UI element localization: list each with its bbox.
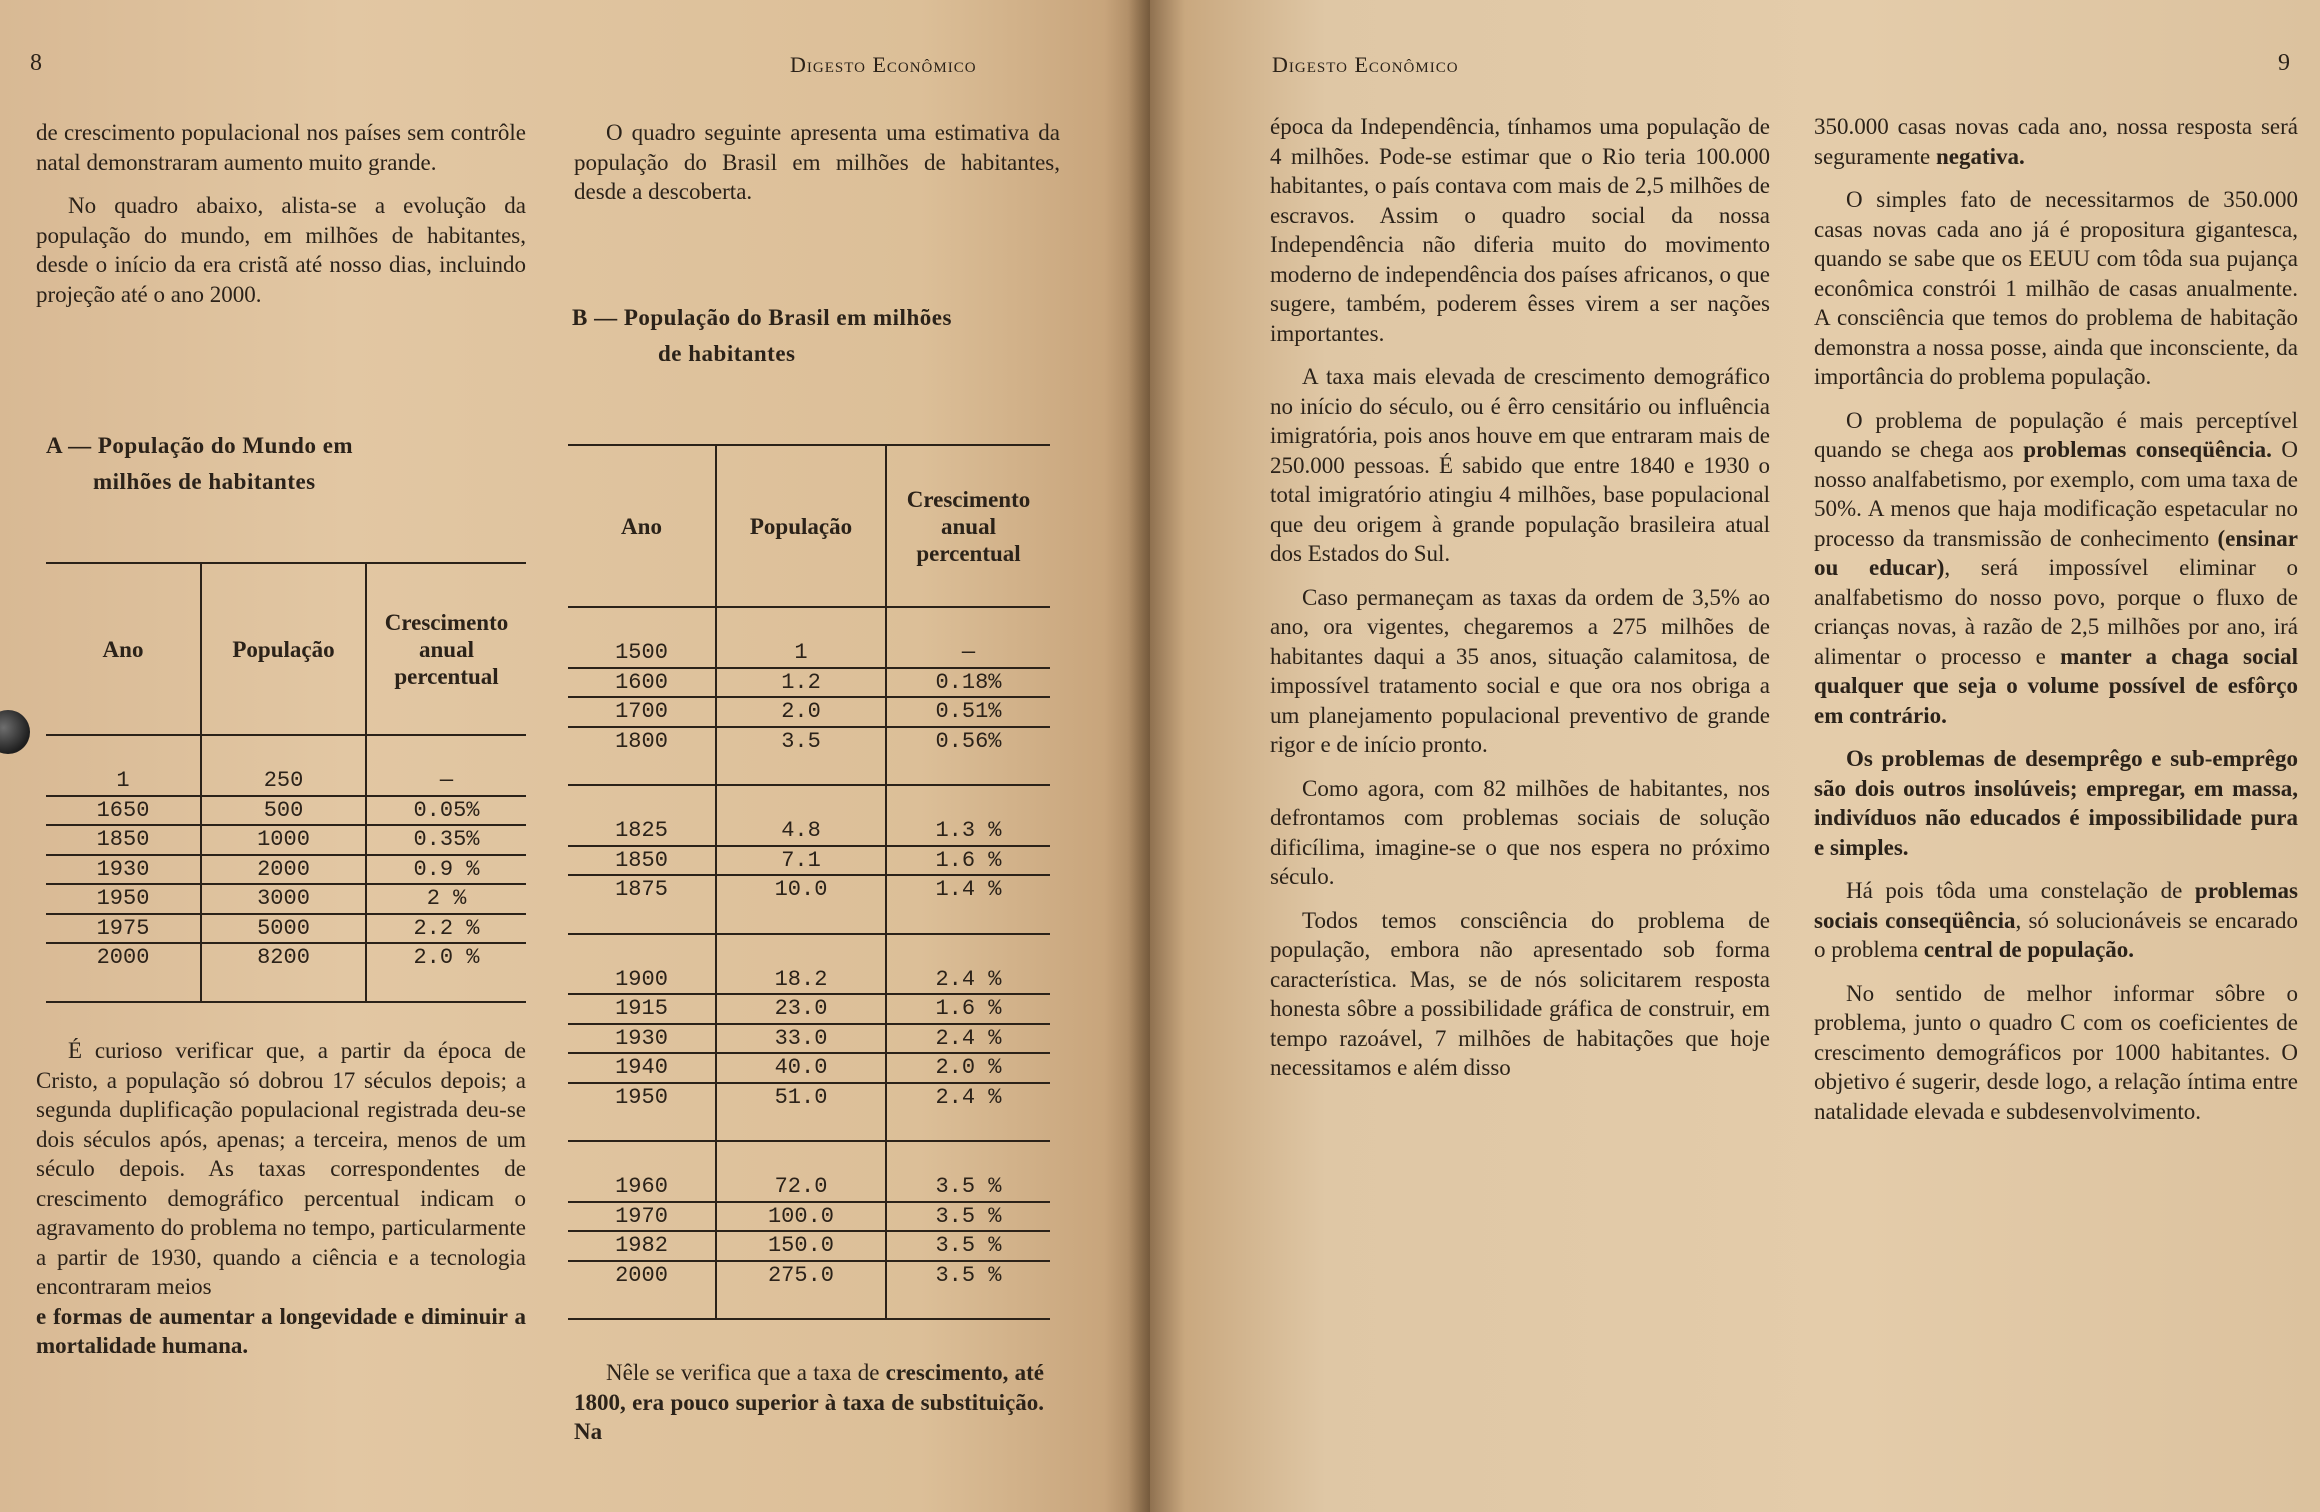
paragraph: Caso permaneçam as taxas da ordem de 3,5% ao ano, ora vigentes, chegaremos a 275 milhões de habitantes daqui a 35 anos, situação calamitosa, de impossível tratamento social e que ora nos obriga a um planejamento populacional preventivo de grande rigor e de início pronto. bbox=[1270, 584, 1770, 757]
table-row bbox=[568, 1261, 1050, 1320]
column-header: Ano bbox=[46, 563, 201, 735]
table-row bbox=[568, 697, 1050, 727]
table-row bbox=[46, 914, 526, 944]
population-cell: 150.0 bbox=[716, 1231, 886, 1261]
paragraph: No quadro abaixo, alista-se a evolução da população do mundo, em milhões de habitantes, desde o início da era cristã até nosso dias, incluindo projeção até o ano 2000. bbox=[36, 193, 526, 307]
caption-line: A — População do Mundo em bbox=[46, 433, 354, 458]
caption-line: de habitantes bbox=[658, 341, 796, 366]
growth-rate-cell: 3.5 % bbox=[886, 1141, 1050, 1202]
growth-rate-cell: 0.18% bbox=[886, 668, 1050, 698]
paragraph bbox=[1814, 876, 2298, 965]
growth-rate-cell: 3.5 % bbox=[886, 1202, 1050, 1232]
caption-line: milhões de habitantes bbox=[93, 469, 316, 494]
growth-rate-cell: 3.5 % bbox=[886, 1231, 1050, 1261]
paragraph: A taxa mais elevada de crescimento demográfico no início do século, ou é êrro censitário ou influência imigratória, pois anos houve em que entraram mais de 250.000 pessoas. É sabido que entre 1840 e 1930 o total imigratório atingiu 4 milhões, base populacional que deu origem à grande população brasileira atual dos Estados do Sul. bbox=[1270, 364, 1770, 566]
text-run: Há pois tôda uma constelação de bbox=[1846, 878, 2195, 903]
paragraph-bold: Os problemas de desemprêgo e sub-emprêgo são dois outros insolúveis; empregar, em massa, indivíduos não educados é impossibilidade pura e simples. bbox=[1814, 746, 2298, 860]
table-row bbox=[568, 785, 1050, 846]
year-cell: 1800 bbox=[568, 727, 716, 786]
population-cell: 10.0 bbox=[716, 875, 886, 934]
growth-rate-cell: 2.0 % bbox=[886, 1053, 1050, 1083]
growth-rate-cell: — bbox=[886, 607, 1050, 668]
population-cell: 5000 bbox=[201, 914, 366, 944]
text-run-bold: negativa. bbox=[1935, 143, 2025, 169]
text-run-bold: crescimento, até 1800, era pouco superior à taxa de substituição. bbox=[574, 1360, 1044, 1415]
growth-rate-cell: 2.2 % bbox=[366, 914, 526, 944]
year-cell: 1975 bbox=[46, 914, 201, 944]
paragraph: O quadro seguinte apresenta uma estimativa da população do Brasil em milhões de habitantes, desde a descoberta. bbox=[574, 120, 1060, 204]
growth-rate-cell: 1.3 % bbox=[886, 785, 1050, 846]
running-head: Digesto Econômico bbox=[1272, 52, 1459, 77]
growth-rate-cell: 0.35% bbox=[366, 825, 526, 855]
growth-rate-cell: 2.4 % bbox=[886, 1024, 1050, 1054]
table-row bbox=[46, 735, 526, 796]
text-run-bold: problemas conseqüência. bbox=[2023, 437, 2272, 462]
page-number: 9 bbox=[2278, 50, 2290, 76]
year-cell: 1875 bbox=[568, 875, 716, 934]
paragraph: No sentido de melhor informar sôbre o problema, junto o quadro C com os coeficientes de crescimento demográficos por 1000 habitantes. O objetivo é sugerir, desde logo, a relação íntima entre natalidade elevada e subdesenvolvimento. bbox=[1814, 980, 2298, 1124]
growth-rate-cell: 0.51% bbox=[886, 697, 1050, 727]
growth-rate-cell: 0.56% bbox=[886, 727, 1050, 786]
paragraph bbox=[1814, 406, 2298, 731]
text-run-bold: (ensinar ou educar) bbox=[1814, 525, 2298, 580]
year-cell: 1950 bbox=[568, 1083, 716, 1142]
population-cell: 250 bbox=[201, 735, 366, 796]
column-header: Crescimento anual percentual bbox=[886, 445, 1050, 607]
table-row bbox=[568, 934, 1050, 995]
population-cell: 2.0 bbox=[716, 697, 886, 727]
text-run-bold: manter a chaga social qualquer que seja o volume possível de esfôrço em contrário. bbox=[1814, 643, 2298, 728]
population-cell: 100.0 bbox=[716, 1202, 886, 1232]
table-row bbox=[568, 727, 1050, 786]
population-cell: 1000 bbox=[201, 825, 366, 855]
year-cell: 1940 bbox=[568, 1053, 716, 1083]
growth-rate-cell: 0.05% bbox=[366, 796, 526, 826]
paragraph bbox=[1814, 112, 2298, 171]
year-cell: 1850 bbox=[568, 846, 716, 876]
text-run: , será impossível eliminar o analfabetismo do nosso povo, porque o fluxo de crianças novas, à razão de 2,5 milhões por ano, irá alimentar o processo e bbox=[1814, 555, 2298, 669]
paragraph: de crescimento populacional nos países sem contrôle natal demonstraram aumento muito grande. bbox=[36, 120, 526, 175]
year-cell: 1930 bbox=[46, 855, 201, 885]
text-run: O problema de população é mais perceptível quando se chega aos bbox=[1814, 407, 2298, 462]
year-cell: 1825 bbox=[568, 785, 716, 846]
text-run: 350.000 casas novas cada ano, nossa resposta será seguramente bbox=[1814, 114, 2298, 169]
text-run-bold: central de população. bbox=[1923, 937, 2135, 962]
population-cell: 33.0 bbox=[716, 1024, 886, 1054]
year-cell: 1930 bbox=[568, 1024, 716, 1054]
column-header: Ano bbox=[568, 445, 716, 607]
text-run: Nêle se verifica que a taxa de bbox=[606, 1360, 886, 1385]
table-b bbox=[568, 444, 1050, 1320]
year-cell: 1915 bbox=[568, 994, 716, 1024]
page-number: 8 bbox=[30, 50, 42, 76]
year-cell: 1960 bbox=[568, 1141, 716, 1202]
table-a bbox=[46, 562, 526, 1003]
year-cell: 1600 bbox=[568, 668, 716, 698]
growth-rate-cell: 3.5 % bbox=[886, 1261, 1050, 1320]
left-page bbox=[0, 0, 1150, 1512]
left-col2-bottom bbox=[574, 1358, 1044, 1461]
column-header: Crescimento anual percentual bbox=[366, 563, 526, 735]
table-row bbox=[568, 1231, 1050, 1261]
year-cell: 1 bbox=[46, 735, 201, 796]
paragraph bbox=[574, 1358, 1044, 1447]
column-header: População bbox=[201, 563, 366, 735]
year-cell: 1970 bbox=[568, 1202, 716, 1232]
text-run: O nosso analfabetismo, por exemplo, com uma taxa de 50%. A menos que haja modificação espetacular no processo da transmissão de conhecimento bbox=[1814, 437, 2298, 551]
population-cell: 500 bbox=[201, 796, 366, 826]
year-cell: 1950 bbox=[46, 884, 201, 914]
table-row bbox=[46, 855, 526, 885]
year-cell: 1982 bbox=[568, 1231, 716, 1261]
paragraph: Como agora, com 82 milhões de habitantes, nos defrontamos com problemas sociais de solução dificílima, imagine-se o que nos espera no próximo século. bbox=[1270, 775, 1770, 889]
year-cell: 1850 bbox=[46, 825, 201, 855]
table-row bbox=[46, 943, 526, 1002]
text-run: , só solucionáveis se encarado o problema bbox=[1814, 907, 2298, 962]
population-cell: 40.0 bbox=[716, 1053, 886, 1083]
column-header: População bbox=[716, 445, 886, 607]
year-cell: 1500 bbox=[568, 607, 716, 668]
table-row bbox=[46, 884, 526, 914]
table-row bbox=[46, 796, 526, 826]
paragraph: época da Independência, tínhamos uma população de 4 milhões. Pode-se estimar que o Rio teria 100.000 habitantes, o país contava com mais de 2,5 milhões de escravos. Assim o quadro social da nossa Independência não diferia muito do movimento moderno de independência dos países africanos, o que sugere, também, poderem êsses virem a ser nações importantes. bbox=[1270, 114, 1770, 346]
growth-rate-cell: 0.9 % bbox=[366, 855, 526, 885]
table-row bbox=[568, 1083, 1050, 1142]
text-run-bold: problemas sociais conseqüência bbox=[1814, 878, 2298, 933]
population-cell: 275.0 bbox=[716, 1261, 886, 1320]
left-col2-top bbox=[574, 118, 1060, 221]
table-row bbox=[568, 1141, 1050, 1202]
table-row bbox=[568, 1024, 1050, 1054]
year-cell: 1900 bbox=[568, 934, 716, 995]
table-a-caption bbox=[46, 428, 526, 500]
growth-rate-cell: 1.4 % bbox=[886, 875, 1050, 934]
table-b-caption bbox=[572, 300, 1072, 372]
table-row bbox=[46, 825, 526, 855]
population-cell: 1 bbox=[716, 607, 886, 668]
binder-ring-icon bbox=[0, 710, 30, 754]
year-cell: 1700 bbox=[568, 697, 716, 727]
population-cell: 3.5 bbox=[716, 727, 886, 786]
table-row bbox=[568, 875, 1050, 934]
left-col1-top bbox=[36, 118, 526, 323]
table-row bbox=[568, 1053, 1050, 1083]
table-row bbox=[568, 846, 1050, 876]
population-cell: 8200 bbox=[201, 943, 366, 1002]
growth-rate-cell: — bbox=[366, 735, 526, 796]
right-col1 bbox=[1270, 112, 1770, 1097]
table-row bbox=[568, 607, 1050, 668]
table-row bbox=[568, 1202, 1050, 1232]
population-cell: 7.1 bbox=[716, 846, 886, 876]
right-page bbox=[1150, 0, 2320, 1512]
population-cell: 4.8 bbox=[716, 785, 886, 846]
population-cell: 51.0 bbox=[716, 1083, 886, 1142]
paragraph: O simples fato de necessitarmos de 350.000 casas novas cada ano já é propositura gigantesca, quando se sabe que os EEUU com tôda sua pujança econômica constrói 1 milhão de casas anualmente. A consciência que temos do problema de habitação demonstra a nossa posse, ainda que inconsciente, da importância do problema população. bbox=[1814, 187, 2298, 389]
paragraph-bold: e formas de aumentar a longevidade e diminuir a mortalidade humana. bbox=[36, 1303, 526, 1358]
growth-rate-cell: 2.0 % bbox=[366, 943, 526, 1002]
growth-rate-cell: 1.6 % bbox=[886, 846, 1050, 876]
table-row bbox=[568, 994, 1050, 1024]
right-col2 bbox=[1814, 112, 2298, 1140]
growth-rate-cell: 2.4 % bbox=[886, 1083, 1050, 1142]
year-cell: 2000 bbox=[46, 943, 201, 1002]
population-cell: 1.2 bbox=[716, 668, 886, 698]
year-cell: 2000 bbox=[568, 1261, 716, 1320]
caption-line: B — População do Brasil em milhões bbox=[572, 305, 952, 330]
population-cell: 3000 bbox=[201, 884, 366, 914]
paragraph: Todos temos consciência do problema de população, embora não apresentado sob forma característica. Mas, se de nós solicitarem resposta honesta sôbre a possibilidade gráfica de construir, em tempo razoável, 7 milhões de habitações que hoje necessitamos e além disso bbox=[1270, 907, 1770, 1080]
population-cell: 72.0 bbox=[716, 1141, 886, 1202]
growth-rate-cell: 2 % bbox=[366, 884, 526, 914]
population-cell: 23.0 bbox=[716, 994, 886, 1024]
population-cell: 18.2 bbox=[716, 934, 886, 995]
text-run: Na bbox=[574, 1419, 603, 1444]
table-row bbox=[568, 668, 1050, 698]
left-col1-bottom bbox=[36, 1036, 526, 1375]
population-cell: 2000 bbox=[201, 855, 366, 885]
growth-rate-cell: 1.6 % bbox=[886, 994, 1050, 1024]
year-cell: 1650 bbox=[46, 796, 201, 826]
paragraph: É curioso verificar que, a partir da época de Cristo, a população só dobrou 17 séculos depois; a segunda duplificação populacional registrada deu-se dois séculos após, apenas; a terceira, menos de um século depois. As taxas correspondentes de crescimento demográfico percentual indicam o agravamento do problema no tempo, particularmente a partir de 1930, quando a ciência e a tecnologia encontraram meios bbox=[36, 1038, 526, 1299]
growth-rate-cell: 2.4 % bbox=[886, 934, 1050, 995]
running-head: Digesto Econômico bbox=[790, 52, 977, 77]
